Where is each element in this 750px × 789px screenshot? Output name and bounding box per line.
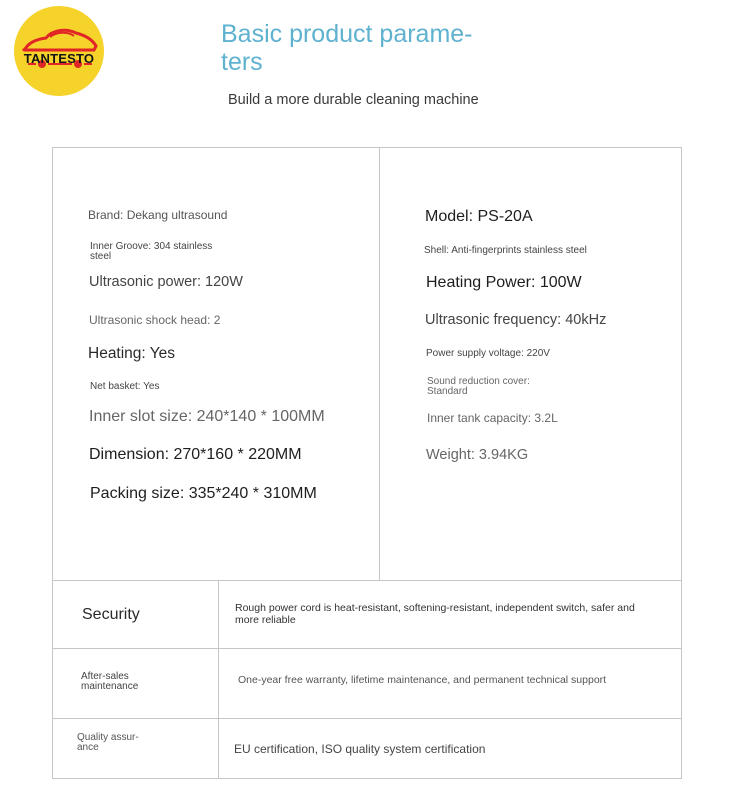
spec-brand: Brand: Dekang ultrasound xyxy=(88,208,228,222)
brand-logo xyxy=(14,6,104,96)
after-sales-value: One-year free warranty, lifetime maintenance, and permanent technical support xyxy=(238,674,607,686)
spec-net-basket: Net basket: Yes xyxy=(90,381,160,392)
spec-voltage: Power supply voltage: 220V xyxy=(426,348,550,359)
spec-inner-groove: Inner Groove: 304 stainless steel xyxy=(90,241,213,262)
spec-weight: Weight: 3.94KG xyxy=(426,447,529,463)
spec-column-divider xyxy=(379,147,380,581)
spec-dimension: Dimension: 270*160 * 220MM xyxy=(89,446,302,463)
quality-label: Quality assur- ance xyxy=(77,732,139,753)
page-title xyxy=(221,20,501,76)
spec-tank-capacity: Inner tank capacity: 3.2L xyxy=(427,411,558,425)
spec-packing-size: Packing size: 335*240 * 310MM xyxy=(90,485,317,502)
security-value: Rough power cord is heat-resistant, softening-resistant, independent switch, safer and more reliable xyxy=(235,602,635,626)
spec-heating-power: Heating Power: 100W xyxy=(426,274,582,291)
title-line-1: Basic product parame- xyxy=(221,20,473,48)
page-subtitle: Build a more durable cleaning machine xyxy=(228,92,479,108)
spec-inner-slot-size: Inner slot size: 240*140 * 100MM xyxy=(89,408,325,425)
spec-ultrasonic-power: Ultrasonic power: 120W xyxy=(89,274,243,290)
spec-frequency: Ultrasonic frequency: 40kHz xyxy=(425,312,607,328)
spec-model: Model: PS-20A xyxy=(425,208,533,225)
spec-sound-cover: Sound reduction cover: Standard xyxy=(427,376,530,397)
spec-heating: Heating: Yes xyxy=(88,345,176,362)
title-line-2: ters xyxy=(221,48,263,76)
spec-shell: Shell: Anti-fingerprints stainless steel xyxy=(424,245,587,256)
security-label: Security xyxy=(82,606,140,623)
after-sales-label: After-sales maintenance xyxy=(81,671,139,692)
logo-text: TANTESTO xyxy=(23,51,95,66)
quality-value: EU certification, ISO quality system certification xyxy=(234,742,486,756)
spec-shock-head: Ultrasonic shock head: 2 xyxy=(89,313,221,327)
